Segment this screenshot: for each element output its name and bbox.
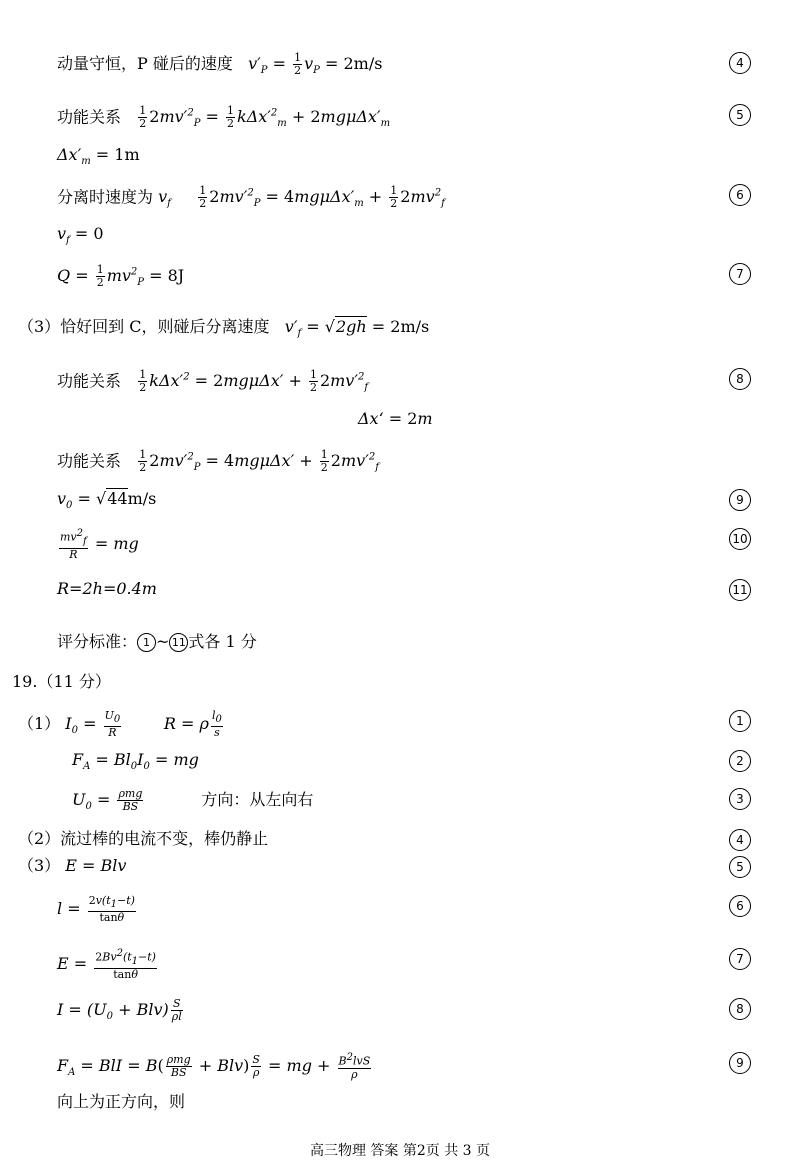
equation-line-momentum bbox=[57, 52, 382, 81]
equation-line-E bbox=[18, 856, 126, 876]
equation-line-l bbox=[57, 895, 138, 924]
math-expr: $I_0$ = $\frac{U_0}{R}$ R = ρ $\frac{l_0}{s}$ bbox=[65, 709, 222, 740]
text-label: ~ bbox=[156, 632, 170, 651]
equation-line-I0 bbox=[18, 710, 225, 741]
text-label: 式各 1 分 bbox=[188, 632, 257, 651]
math-expr: $\frac{1}{2}$ $2mv'^2_P = 4mg\mu\Delta x'$ + $\frac{1}{2}$ $2mv'^2_f$ bbox=[139, 448, 379, 475]
text-label: （3）恰好回到 C，则碰后分离速度 bbox=[18, 317, 270, 336]
text-label: 动量守恒，P 碰后的速度 bbox=[57, 54, 233, 73]
equation-number: 5 bbox=[729, 856, 751, 878]
equation-number: 11 bbox=[729, 579, 751, 601]
math-expr: Δx‘ = 2m bbox=[358, 409, 433, 428]
equation-number: 9 bbox=[729, 489, 751, 511]
text-label: （3） bbox=[18, 856, 61, 875]
scoring-line bbox=[57, 632, 257, 652]
math-expr: $\frac{mv^2_f}{R}$ = mg bbox=[60, 528, 139, 561]
equation-line-U0 bbox=[72, 788, 313, 817]
equation-number: 1 bbox=[729, 710, 751, 732]
equation-line-FA2 bbox=[57, 1052, 373, 1083]
equation-line-E2 bbox=[57, 948, 159, 981]
equation-number: 10 bbox=[729, 528, 751, 550]
equation-line-dx bbox=[57, 145, 140, 172]
equation-number: 9 bbox=[729, 1052, 751, 1074]
question-header bbox=[12, 672, 111, 692]
text-label: 分离时速度为 bbox=[57, 187, 154, 207]
equation-line-separation bbox=[57, 184, 445, 215]
text-label: （1） bbox=[18, 714, 61, 734]
math-expr: $\frac{1}{2}$ $2mv'^2_P$ = $\frac{1}{2}$ $k\Delta x'^2_m + 2mg\mu\Delta x'_m$ bbox=[139, 104, 391, 131]
math-expr: $I = (U_0 + Blv)$ $\frac{S}{\rho l}$ bbox=[57, 997, 182, 1023]
math-expr: R=2h=0.4m bbox=[57, 579, 157, 598]
math-expr: $U_0$ = $\frac{\text{ρmg}}{BS}$ bbox=[72, 787, 143, 813]
text-line-direction bbox=[57, 1092, 185, 1112]
equation-number: 4 bbox=[729, 829, 751, 851]
equation-line-FA bbox=[72, 750, 199, 777]
math-expr: $v'_P$ = $\frac{1}{2}$ $v_P = 2m/s$ bbox=[237, 51, 383, 77]
text-label: 功能关系 bbox=[57, 451, 122, 471]
math-expr: $\frac{1}{2}$ $k\Delta x'^2 = 2mg\mu\Delta x'$ + $\frac{1}{2}$ $2mv'^2_f$ bbox=[139, 368, 369, 395]
math-expr: $v_f$ $\frac{1}{2}$ $2mv'^2_P = 4mg\mu\Delta x'_m$ + $\frac{1}{2}$ $2mv^2_f$ bbox=[158, 184, 445, 211]
equation-number: 3 bbox=[729, 788, 751, 810]
text-label: 19.（11 分） bbox=[12, 672, 111, 691]
equation-line-vf bbox=[57, 224, 104, 251]
text-label: 向上为正方向，则 bbox=[57, 1092, 186, 1111]
equation-number: 8 bbox=[729, 368, 751, 390]
math-expr: E = $\frac{2Bv^2(t_1-t)}{\tan\theta}$ bbox=[57, 948, 156, 981]
math-expr: $v_0 = √44m/s$ bbox=[57, 489, 157, 512]
text-label: 评分标准： bbox=[57, 632, 138, 651]
math-expr: $v_f = 0$ bbox=[57, 224, 104, 247]
math-expr: E = Blv bbox=[65, 856, 127, 875]
math-expr: $\Delta x'_m = 1m$ bbox=[57, 145, 140, 168]
equation-number: 6 bbox=[729, 895, 751, 917]
math-expr: $F_A$ = BlI = B( $\frac{\text{ρmg}}{BS}$ + Blv) $\frac{S}{\rho}$ = mg + $\frac{B^2lvS}{\rho}$ bbox=[57, 1052, 371, 1081]
equation-line-I bbox=[57, 998, 185, 1027]
equation-line-part3 bbox=[18, 317, 429, 344]
math-expr: l = $\frac{2v(t_1-t)}{\tan\theta}$ bbox=[57, 894, 135, 925]
equation-line-centripetal bbox=[57, 528, 139, 561]
inline-number: 1 bbox=[137, 633, 156, 652]
equation-number: 2 bbox=[729, 750, 751, 772]
equation-number: 5 bbox=[729, 104, 751, 126]
equation-line-energy3 bbox=[57, 448, 379, 479]
part2-line bbox=[18, 829, 268, 849]
equation-line-dx2 bbox=[358, 409, 433, 429]
equation-number: 6 bbox=[729, 184, 751, 206]
math-expr: $F_A = Bl_0I_0$ = mg bbox=[72, 750, 199, 773]
math-expr: Q = $\frac{1}{2}$ $mv^2_P = 8J$ bbox=[57, 263, 185, 290]
equation-line-R bbox=[57, 579, 157, 599]
math-expr: $v'_f = √2gh = 2m/s$ bbox=[274, 317, 430, 340]
text-label: 功能关系 bbox=[57, 107, 122, 127]
inline-number: 11 bbox=[169, 633, 188, 652]
page-footer: 高三物理 答案 第2页 共 3 页 bbox=[309, 1143, 491, 1159]
equation-number: 7 bbox=[729, 948, 751, 970]
equation-number: 8 bbox=[729, 998, 751, 1020]
text-label: （2）流过棒的电流不变，棒仍静止 bbox=[18, 829, 269, 848]
text-label: 功能关系 bbox=[57, 371, 122, 391]
equation-line-v0 bbox=[57, 489, 156, 516]
equation-number: 4 bbox=[729, 52, 751, 74]
equation-line-energy bbox=[57, 104, 390, 135]
text-label: 方向：从左向右 bbox=[201, 790, 314, 809]
equation-line-energy2 bbox=[57, 368, 368, 399]
equation-number: 7 bbox=[729, 263, 751, 285]
equation-line-Q bbox=[57, 263, 184, 294]
